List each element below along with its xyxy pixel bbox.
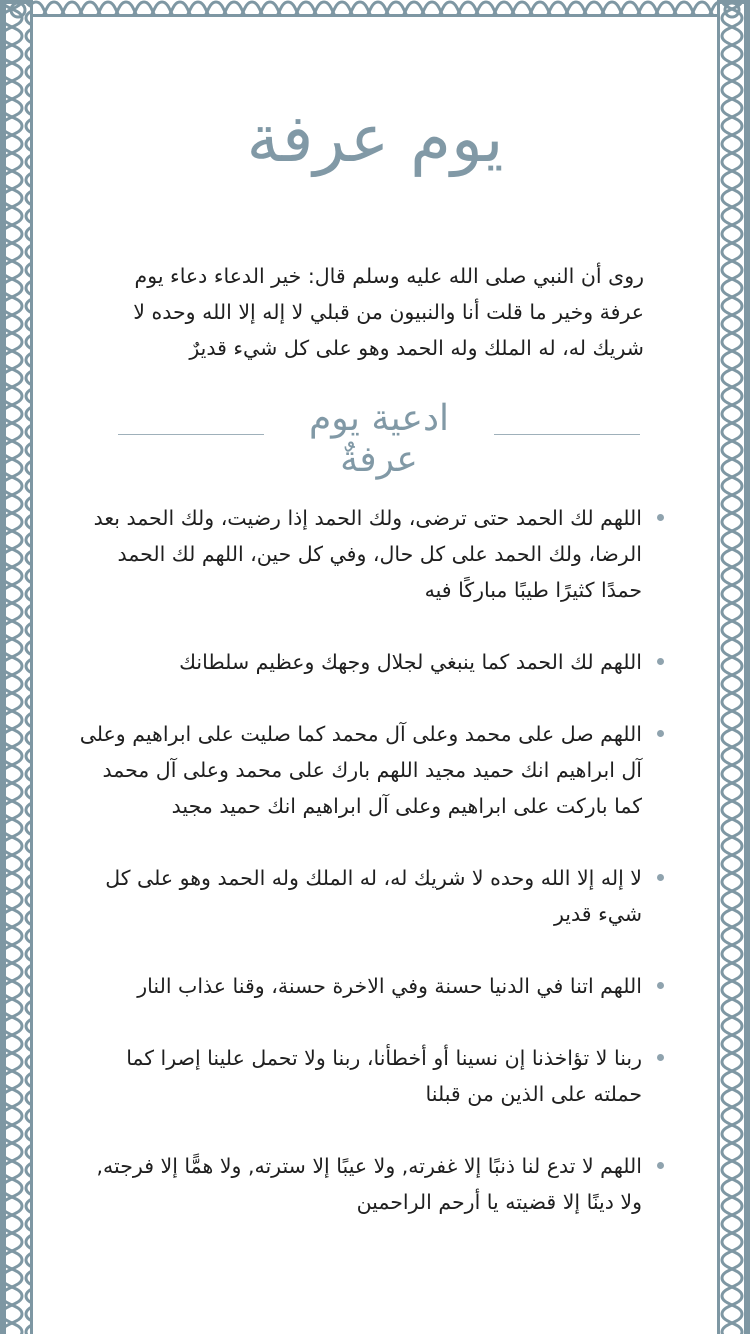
page-title: يوم عرفة (246, 100, 504, 177)
dua-text: لا إله إلا الله وحده لا شريك له، له الملك وله الحمد وهو على كل شيء قدير (105, 866, 642, 926)
list-item (76, 644, 670, 680)
border-left (0, 0, 6, 1334)
bullet-dot-icon (657, 1162, 664, 1169)
bullet-dot-icon (657, 730, 664, 737)
bullet-dot-icon (657, 1054, 664, 1061)
bullet-dot-icon (657, 874, 664, 881)
bullet-dot-icon (657, 658, 664, 665)
list-item (76, 1148, 670, 1220)
border-top (33, 0, 717, 14)
dua-text: ربنا لا تؤاخذنا إن نسينا أو أخطأنا، ربنا ولا تحمل علينا إصرا كما حملته على الذين من قبلنا (126, 1046, 642, 1106)
dua-text: اللهم اتنا في الدنيا حسنة وفي الاخرة حسنة، وقنا عذاب النار (137, 974, 642, 998)
list-item (76, 860, 670, 932)
bullet-dot-icon (657, 514, 664, 521)
heading-divider-left (118, 434, 264, 435)
list-item (76, 968, 670, 1004)
section-heading (118, 398, 640, 480)
intro-paragraph: روى أن النبي صلى الله عليه وسلم قال: خير الدعاء دعاء يوم عرفة وخير ما قلت أنا والنبيون من قبلي لا إله إلا الله وحده لا شريك له، له الملك وله الحمد وهو على كل شيء قديرٌ (133, 264, 644, 360)
dua-text: اللهم لك الحمد كما ينبغي لجلال وجهك وعظيم سلطانك (179, 650, 642, 674)
list-item (76, 500, 670, 608)
border-right (720, 0, 744, 1334)
section-heading-label: ادعية يوم عرفةٌ (308, 398, 450, 480)
dua-text: اللهم لا تدع لنا ذنبًا إلا غفرته, ولا عيبًا إلا سترته, ولا همًّا إلا فرجته, ولا دينًا إلا قضيته يا أرحم الراحمين (96, 1154, 642, 1214)
dua-list (76, 500, 670, 1256)
heading-divider-right (494, 434, 640, 435)
bullet-dot-icon (657, 982, 664, 989)
list-item (76, 716, 670, 824)
dua-text: اللهم صل على محمد وعلى آل محمد كما صليت على ابراهيم وعلى آل ابراهيم انك حميد مجيد اللهم بارك على محمد وعلى آل محمد كما باركت على ابراهيم وعلى آل ابراهيم انك حميد مجيد (79, 722, 642, 818)
dua-text: اللهم لك الحمد حتى ترضى، ولك الحمد إذا رضيت، ولك الحمد بعد الرضا، ولك الحمد على كل حال، وفي كل حين، اللهم لك الحمد حمدًا كثيرًا طيبًا مباركًا فيه (93, 506, 642, 602)
list-item (76, 1040, 670, 1112)
